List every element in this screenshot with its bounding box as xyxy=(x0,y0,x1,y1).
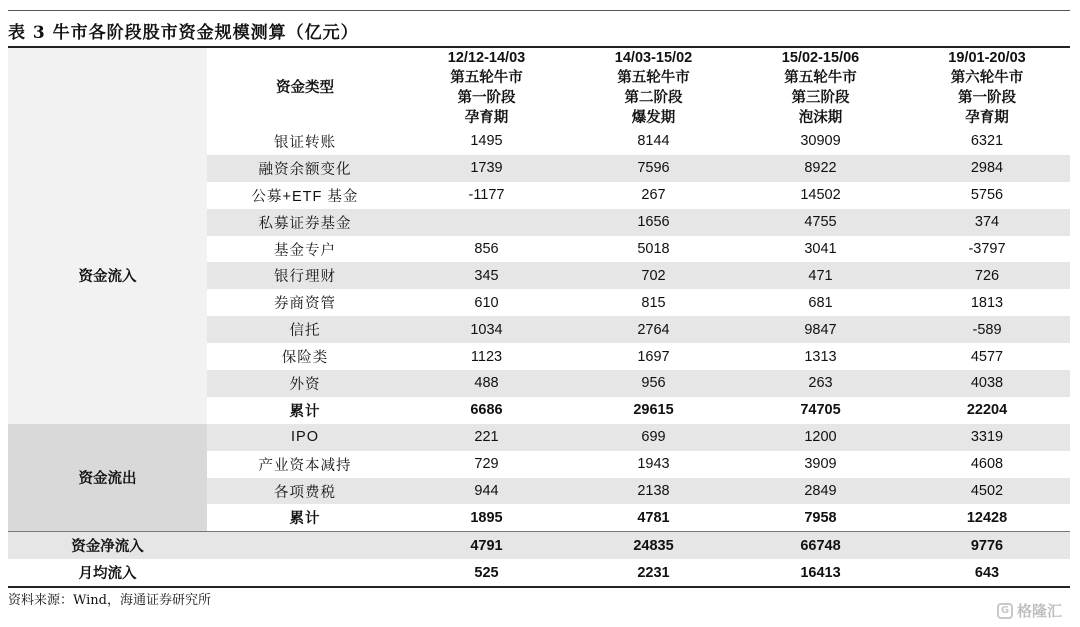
value-cell: 525 xyxy=(403,559,570,587)
value-cell: 1895 xyxy=(470,509,503,526)
value-cell: 1313 xyxy=(804,348,837,365)
value-cell: 2138 xyxy=(570,478,737,505)
header-period-range: 19/01-20/03 xyxy=(948,50,1026,66)
value-cell: 8144 xyxy=(637,133,670,150)
row-label: 保险类 xyxy=(281,350,329,367)
outflow-row xyxy=(8,424,1070,451)
value-cell: 944 xyxy=(403,478,570,505)
value-cell: 7596 xyxy=(570,155,737,182)
value-cell: 6686 xyxy=(470,402,503,419)
value-cell: 22204 xyxy=(966,402,1008,419)
row-label: 私募证券基金 xyxy=(207,209,403,236)
value-cell xyxy=(403,209,570,236)
header-period-stage: 第二阶段 xyxy=(624,89,683,106)
header-period-round: 第六轮牛市 xyxy=(950,69,1024,86)
group-label: 资金流出 xyxy=(8,424,207,532)
row-label: 外资 xyxy=(207,370,403,397)
header-period-stage: 第一阶段 xyxy=(457,89,516,106)
value-cell: -589 xyxy=(904,316,1070,343)
value-cell: 6321 xyxy=(970,133,1004,150)
value-cell: 856 xyxy=(474,241,499,257)
value-cell: 9847 xyxy=(737,316,904,343)
group-label: 资金流入 xyxy=(8,128,207,424)
row-label: 券商资管 xyxy=(274,296,336,313)
value-cell: 345 xyxy=(403,262,570,289)
value-cell: 66748 xyxy=(737,532,904,559)
value-cell: 2849 xyxy=(737,478,904,505)
value-cell: 221 xyxy=(403,424,570,451)
header-period-phase: 孕育期 xyxy=(965,109,1009,126)
value-cell: 815 xyxy=(641,294,666,311)
value-cell: 4781 xyxy=(637,509,670,526)
value-cell: 5018 xyxy=(637,241,670,257)
row-label: 各项费税 xyxy=(207,478,403,505)
row-label: 累计 xyxy=(289,403,321,420)
row-label: 融资余额变化 xyxy=(207,155,403,182)
value-cell: 4608 xyxy=(970,456,1004,473)
value-cell: 374 xyxy=(904,209,1070,236)
table-title: 表 3 牛市各阶段股市资金规模测算（亿元） xyxy=(8,23,359,43)
value-cell: 14502 xyxy=(800,187,841,204)
row-label: 产业资本减持 xyxy=(258,457,352,474)
value-cell: 1739 xyxy=(403,155,570,182)
header-period-round: 第五轮牛市 xyxy=(450,69,523,86)
monthly-inflow-row xyxy=(8,559,1070,587)
value-cell: 1034 xyxy=(403,316,570,343)
inflow-row xyxy=(8,128,1070,155)
value-cell: -3797 xyxy=(968,241,1006,257)
header-period-range: 12/12-14/03 xyxy=(447,50,526,66)
value-cell: 3909 xyxy=(804,456,837,473)
value-cell: 1495 xyxy=(470,133,503,150)
watermark-logo-icon: G xyxy=(997,603,1013,619)
header-period-round: 第五轮牛市 xyxy=(784,69,857,86)
value-cell: 4791 xyxy=(403,532,570,559)
header-period-2 xyxy=(570,48,737,128)
value-cell: 74705 xyxy=(800,402,841,419)
header-corner-cell xyxy=(8,48,207,128)
value-cell: 1697 xyxy=(637,348,670,365)
value-cell: 29615 xyxy=(633,402,674,419)
table-body xyxy=(8,48,1070,587)
value-cell: 3041 xyxy=(804,241,837,257)
value-cell: 1200 xyxy=(737,424,904,451)
value-cell: 1813 xyxy=(970,294,1004,311)
value-cell: 729 xyxy=(474,456,499,473)
value-cell: 16413 xyxy=(737,559,904,587)
header-row xyxy=(8,48,1070,128)
net-inflow-row xyxy=(8,532,1070,559)
value-cell: 12428 xyxy=(966,509,1008,526)
value-cell: 24835 xyxy=(570,532,737,559)
value-cell: 726 xyxy=(904,262,1070,289)
row-label: 累计 xyxy=(289,511,321,528)
value-cell: 956 xyxy=(570,370,737,397)
value-cell: 1943 xyxy=(637,456,670,473)
value-cell: 263 xyxy=(737,370,904,397)
value-cell: 30909 xyxy=(800,133,841,150)
value-cell: 5756 xyxy=(970,187,1004,204)
value-cell: 7958 xyxy=(804,509,837,526)
value-cell: 643 xyxy=(904,559,1070,587)
row-label: 银证转账 xyxy=(274,134,336,151)
header-period-1 xyxy=(403,48,570,128)
value-cell: 8922 xyxy=(737,155,904,182)
summary-label: 月均流入 xyxy=(8,559,207,587)
header-period-stage: 第一阶段 xyxy=(958,89,1016,106)
value-cell: 699 xyxy=(570,424,737,451)
row-label: 基金专户 xyxy=(274,242,336,259)
source-note: 资料来源：Wind，海通证券研究所 xyxy=(8,593,211,608)
value-cell: 610 xyxy=(474,294,499,311)
header-type-label: 资金类型 xyxy=(276,79,334,96)
fund-flow-table xyxy=(8,48,1070,588)
value-cell: 2984 xyxy=(904,155,1070,182)
row-label: 银行理财 xyxy=(207,262,403,289)
value-cell: -1177 xyxy=(468,187,505,204)
value-cell: 4755 xyxy=(737,209,904,236)
header-period-phase: 孕育期 xyxy=(464,109,509,126)
watermark-text: 格隆汇 xyxy=(1016,602,1062,620)
watermark xyxy=(997,600,1062,621)
value-cell: 702 xyxy=(570,262,737,289)
top-rule xyxy=(8,10,1070,11)
row-label: IPO xyxy=(207,424,403,451)
value-cell: 3319 xyxy=(904,424,1070,451)
header-period-phase: 泡沫期 xyxy=(798,109,843,126)
summary-label: 资金净流入 xyxy=(8,532,207,559)
value-cell: 4038 xyxy=(904,370,1070,397)
value-cell: 267 xyxy=(641,187,666,204)
value-cell: 1123 xyxy=(470,348,503,365)
row-label: 信托 xyxy=(207,316,403,343)
value-cell: 4577 xyxy=(970,348,1004,365)
value-cell: 681 xyxy=(808,294,833,311)
header-period-3 xyxy=(737,48,904,128)
value-cell: 471 xyxy=(737,262,904,289)
value-cell: 2764 xyxy=(570,316,737,343)
blank-cell xyxy=(207,559,403,587)
value-cell: 1656 xyxy=(570,209,737,236)
header-period-range: 15/02-15/06 xyxy=(781,50,860,66)
value-cell: 488 xyxy=(403,370,570,397)
header-period-range: 14/03-15/02 xyxy=(614,50,693,66)
value-cell: 9776 xyxy=(904,532,1070,559)
header-period-stage: 第三阶段 xyxy=(791,89,850,106)
header-period-4 xyxy=(904,48,1070,128)
header-period-phase: 爆发期 xyxy=(631,109,676,126)
row-label: 公募+ETF 基金 xyxy=(251,188,359,205)
value-cell: 4502 xyxy=(904,478,1070,505)
header-period-round: 第五轮牛市 xyxy=(617,69,690,86)
value-cell: 2231 xyxy=(570,559,737,587)
blank-cell xyxy=(207,532,403,559)
